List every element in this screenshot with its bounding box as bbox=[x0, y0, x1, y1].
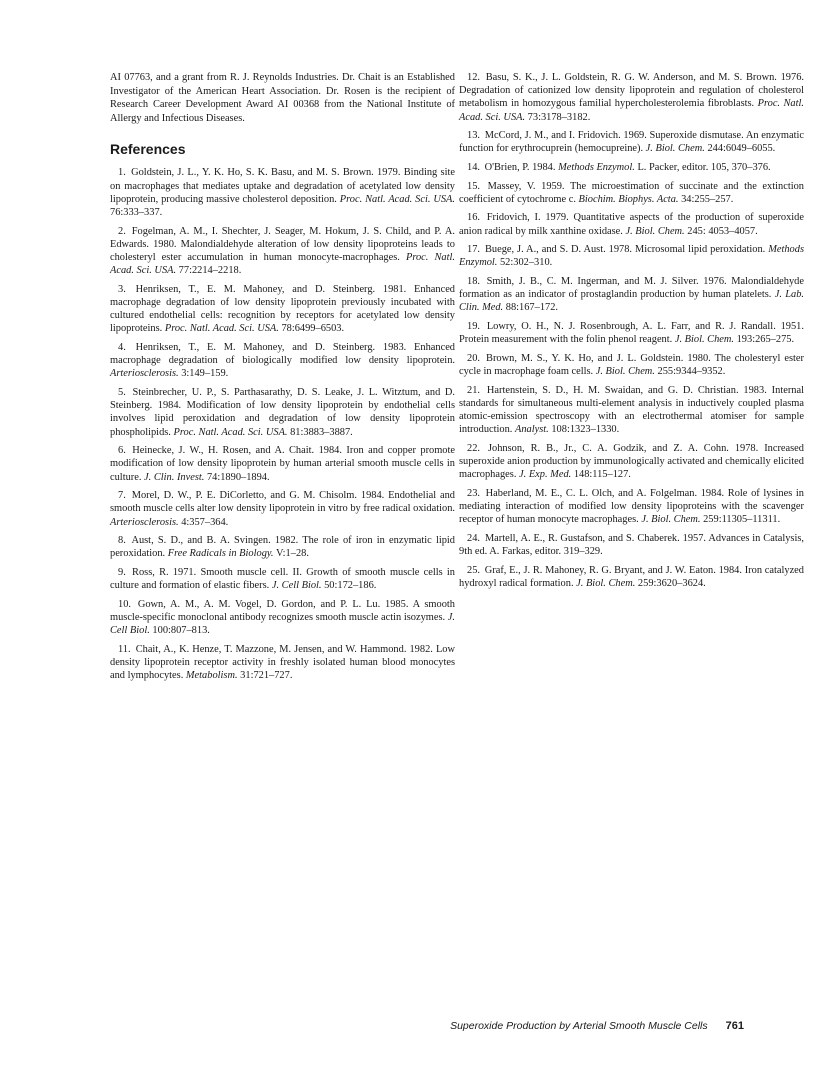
reference-item bbox=[110, 489, 455, 529]
reference-journal: Free Radicals in Biology. bbox=[167, 548, 274, 560]
reference-text: Smith, J. B., C. M. Ingerman, and M. J. Silver. 1976. Malondialdehyde formation as an indicator of prostaglandin production by human platelets. bbox=[459, 275, 804, 301]
reference-text: Henriksen, T., E. M. Mahoney, and D. Steinberg. 1981. Enhanced macrophage degradation of low density lipoprotein previously incubated with cultured endothelial cells: recognition by receptors for acetylated low density lipoproteins. bbox=[110, 283, 456, 335]
reference-text: Graf, E., J. R. Mahoney, R. G. Bryant, and J. W. Eaton. 1984. Iron catalyzed hydroxyl radical formation. bbox=[459, 564, 804, 589]
reference-text: Johnson, R. B., Jr., C. A. Godzik, and Z. A. Cohn. 1978. Increased superoxide anion production by immunologically activated and chemically elicited macrophages. bbox=[459, 442, 804, 481]
acknowledgement-text: AI 07763, and a grant from R. J. Reynolds Industries. Dr. Chait is an Established Investigator of the American Heart Association. Dr. Rosen is the recipient of Research Career Development Award AI 00368 from the National Institute of Allergy and Infectious Diseases. bbox=[110, 72, 455, 124]
reference-citation: 31:721–727. bbox=[237, 670, 293, 682]
reference-list-left bbox=[110, 166, 455, 682]
reference-number: 10. bbox=[118, 598, 131, 610]
reference-number: 15. bbox=[467, 180, 480, 192]
reference-citation: L. Packer, editor. 105, 370–376. bbox=[634, 162, 771, 173]
running-title: Superoxide Production by Arterial Smooth Muscle Cells bbox=[450, 1020, 708, 1032]
reference-journal: Analyst. bbox=[515, 424, 549, 436]
reference-journal: Methods Enzymol. bbox=[558, 162, 635, 173]
reference-number: 18. bbox=[467, 275, 480, 287]
reference-number: 21. bbox=[467, 384, 480, 396]
reference-journal: Arteriosclerosis. bbox=[110, 516, 179, 528]
reference-text: O'Brien, P. 1984. bbox=[484, 162, 559, 173]
reference-text: Basu, S. K., J. L. Goldstein, R. G. W. Anderson, and M. S. Brown. 1976. Degradation of cationized low density lipoprotein and regulation of cholesterol metabolism in homozygous familial hypercholesterolemia fibroblasts. bbox=[459, 72, 804, 110]
reference-text: Goldstein, J. L., Y. K. Ho, S. K. Basu, and M. S. Brown. 1979. Binding site on macrophages that mediates uptake and degradation of acetylated low density lipoprotein, producing massive cholesterol deposition. bbox=[110, 167, 455, 205]
reference-item bbox=[110, 225, 455, 278]
reference-number: 22. bbox=[467, 442, 480, 454]
reference-citation: 108:1323–1330. bbox=[548, 424, 620, 436]
reference-item bbox=[459, 564, 804, 590]
reference-item bbox=[459, 442, 804, 482]
reference-number: 2. bbox=[118, 225, 126, 237]
reference-text: Haberland, M. E., C. L. Olch, and A. Folgelman. 1984. Role of lysines in mediating interaction of modified low density lipoproteins with the scavenger receptor of human monocyte macrophages. bbox=[459, 487, 804, 526]
reference-item bbox=[459, 180, 804, 206]
reference-item bbox=[459, 275, 804, 315]
reference-item bbox=[110, 566, 455, 592]
reference-citation: 193:265–275. bbox=[734, 334, 795, 346]
reference-citation: 244:6049–6055. bbox=[704, 143, 776, 155]
reference-item bbox=[110, 598, 455, 638]
reference-number: 13. bbox=[467, 130, 480, 142]
reference-text: Martell, A. E., R. Gustafson, and S. Chaberek. 1957. Advances in Catalysis, 9th ed. A. Farkas, editor. 319–329. bbox=[459, 532, 804, 557]
reference-text: Gown, A. M., A. M. Vogel, D. Gordon, and P. L. Lu. 1985. A smooth muscle-specific monoclonal antibody recognizes smooth muscle actin isozymes. bbox=[110, 598, 455, 623]
reference-number: 24. bbox=[467, 532, 480, 544]
reference-journal: J. Lab. Clin. Med. bbox=[459, 289, 805, 314]
page-footer bbox=[450, 1020, 744, 1032]
reference-item bbox=[459, 320, 804, 346]
reference-citation: 76:333–337. bbox=[110, 206, 163, 218]
reference-text: Chait, A., K. Henze, T. Mazzone, M. Jensen, and W. Hammond. 1982. Low density lipoprotein receptor activity in freshly isolated human blood monocytes and lymphocytes. bbox=[110, 643, 455, 682]
reference-citation: 52:302–310. bbox=[497, 257, 553, 269]
reference-journal: Biochim. Biophys. Acta. bbox=[578, 193, 679, 205]
reference-number: 25. bbox=[467, 564, 480, 576]
reference-citation: 50:172–186. bbox=[321, 580, 377, 592]
reference-citation: 259:11305–11311. bbox=[700, 514, 781, 526]
reference-item bbox=[459, 243, 804, 269]
reference-text: Steinbrecher, U. P., S. Parthasarathy, D. S. Leake, J. L. Witztum, and D. Steinberg. 1984. Modification of low density lipoprotein by endothelial cells involves lipid peroxidation and degradation of low density lipoprotein phospholipids. bbox=[110, 386, 455, 438]
reference-number: 23. bbox=[467, 487, 480, 499]
reference-journal: J. Biol. Chem. bbox=[645, 143, 705, 155]
reference-number: 7. bbox=[118, 490, 126, 502]
reference-item bbox=[459, 532, 804, 558]
reference-item bbox=[459, 352, 804, 378]
reference-number: 6. bbox=[118, 445, 126, 457]
reference-text: Lowry, O. H., N. J. Rosenbrough, A. L. Farr, and R. J. Randall. 1951. Protein measurement with the folin phenol reagent. bbox=[459, 320, 804, 346]
reference-journal: Proc. Natl. Acad. Sci. USA. bbox=[164, 323, 279, 335]
reference-number: 16. bbox=[467, 212, 480, 224]
reference-number: 8. bbox=[118, 535, 126, 547]
reference-journal: J. Cell Biol. bbox=[110, 611, 455, 637]
reference-journal: J. Exp. Med. bbox=[519, 469, 572, 481]
reference-number: 17. bbox=[467, 244, 480, 256]
reference-citation: 4:357–364. bbox=[178, 516, 229, 528]
reference-journal: J. Cell Biol. bbox=[271, 580, 322, 592]
reference-number: 20. bbox=[467, 352, 480, 364]
reference-citation: 3:149–159. bbox=[178, 368, 229, 380]
reference-citation: 77:2214–2218. bbox=[176, 265, 242, 277]
reference-journal: J. Biol. Chem. bbox=[595, 365, 655, 377]
reference-citation: 34:255–257. bbox=[678, 193, 734, 205]
reference-citation: 78:6499–6503. bbox=[278, 323, 345, 335]
reference-text: Morel, D. W., P. E. DiCorletto, and G. M. Chisolm. 1984. Endothelial and smooth muscle cells alter low density lipoprotein in vitro by free radical oxidation. bbox=[110, 490, 456, 515]
reference-text: Heinecke, J. W., H. Rosen, and A. Chait. 1984. Iron and copper promote modification of low density lipoprotein by human arterial smooth muscle cells in culture. bbox=[110, 445, 455, 483]
reference-item bbox=[459, 384, 804, 437]
reference-journal: Proc. Natl. Acad. Sci. USA. bbox=[459, 98, 804, 123]
reference-number: 1. bbox=[118, 167, 126, 179]
reference-citation: 259:3620–3624. bbox=[635, 577, 706, 589]
reference-text: Massey, V. 1959. The microestimation of succinate and the extinction coefficient of cytochrome c. bbox=[459, 180, 804, 205]
reference-item bbox=[459, 211, 804, 237]
reference-item bbox=[459, 71, 804, 124]
reference-journal: Metabolism. bbox=[185, 670, 238, 682]
reference-journal: Proc. Natl. Acad. Sci. USA. bbox=[110, 251, 455, 277]
reference-number: 11. bbox=[118, 643, 131, 655]
reference-number: 19. bbox=[467, 320, 480, 332]
reference-text: Fridovich, I. 1979. Quantitative aspects of the production of superoxide anion radical by milk xanthine oxidase. bbox=[459, 212, 804, 237]
reference-journal: Methods Enzymol. bbox=[459, 244, 804, 269]
reference-journal: J. Biol. Chem. bbox=[674, 334, 735, 346]
reference-item bbox=[110, 534, 455, 560]
reference-journal: J. Biol. Chem. bbox=[641, 514, 701, 526]
reference-citation: V:1–28. bbox=[273, 548, 309, 560]
reference-citation: 74:1890–1894. bbox=[204, 471, 270, 483]
reference-journal: J. Biol. Chem. bbox=[576, 577, 636, 589]
reference-citation: 81:3883–3887. bbox=[287, 426, 353, 438]
reference-text: Ross, R. 1971. Smooth muscle cell. II. Growth of smooth muscle cells in culture and formation of elastic fibers. bbox=[110, 566, 455, 592]
reference-item bbox=[459, 161, 804, 174]
reference-item bbox=[459, 129, 804, 155]
reference-text: Buege, J. A., and S. D. Aust. 1978. Microsomal lipid peroxidation. bbox=[484, 244, 769, 256]
reference-list-right bbox=[459, 71, 804, 590]
reference-item bbox=[110, 341, 455, 381]
reference-item bbox=[459, 487, 804, 527]
reference-item bbox=[110, 283, 455, 336]
reference-journal: Proc. Natl. Acad. Sci. USA. bbox=[339, 193, 456, 205]
reference-number: 4. bbox=[118, 341, 126, 353]
reference-journal: Arteriosclerosis. bbox=[110, 368, 179, 380]
reference-number: 12. bbox=[467, 72, 480, 83]
reference-item bbox=[110, 166, 455, 219]
reference-number: 14. bbox=[467, 162, 480, 173]
reference-item bbox=[110, 643, 455, 683]
reference-citation: 148:115–127. bbox=[571, 469, 631, 481]
reference-journal: J. Clin. Invest. bbox=[144, 471, 205, 483]
page-number: 761 bbox=[725, 1020, 744, 1032]
reference-citation: 88:167–172. bbox=[503, 302, 558, 314]
right-column bbox=[459, 71, 804, 595]
left-column bbox=[110, 71, 455, 688]
reference-text: McCord, J. M., and I. Fridovich. 1969. Superoxide dismutase. An enzymatic function for erythrocuprein (hemocupreine). bbox=[459, 130, 804, 155]
reference-text: Fogelman, A. M., I. Shechter, J. Seager, M. Hokum, J. S. Child, and P. A. Edwards. 1980. Malondialdehyde alteration of low density lipoproteins leads to cholesteryl ester accumulation in human monocyte-macrophages. bbox=[110, 225, 455, 263]
reference-text: Hartenstein, S. D., H. M. Swaidan, and G. D. Christian. 1983. Internal standards for simultaneous multi-element analysis in inductively coupled plasma atomic-emission spectroscopy with an electrothermal atomiser for sample introduction. bbox=[459, 384, 804, 436]
reference-number: 9. bbox=[118, 566, 126, 578]
reference-item bbox=[110, 386, 455, 439]
reference-item bbox=[110, 444, 455, 484]
reference-citation: 100:807–813. bbox=[149, 625, 210, 637]
reference-citation: 245: 4053–4057. bbox=[684, 225, 758, 237]
reference-number: 3. bbox=[118, 283, 126, 295]
reference-number: 5. bbox=[118, 386, 126, 398]
reference-text: Henriksen, T., E. M. Mahoney, and D. Steinberg. 1983. Enhanced macrophage degradation of biologically modified low density lipoprotein. bbox=[110, 341, 456, 367]
reference-citation: 255:9344–9352. bbox=[654, 365, 726, 377]
reference-journal: Proc. Natl. Acad. Sci. USA. bbox=[173, 426, 288, 438]
reference-text: Aust, S. D., and B. A. Svingen. 1982. The role of iron in enzymatic lipid peroxidation. bbox=[110, 535, 456, 560]
references-heading: References bbox=[110, 141, 186, 158]
reference-text: Brown, M. S., Y. K. Ho, and J. L. Goldstein. 1980. The cholesteryl ester cycle in macrophage foam cells. bbox=[459, 352, 804, 377]
reference-journal: J. Biol. Chem. bbox=[625, 225, 685, 237]
reference-citation: 73:3178–3182. bbox=[525, 111, 591, 123]
